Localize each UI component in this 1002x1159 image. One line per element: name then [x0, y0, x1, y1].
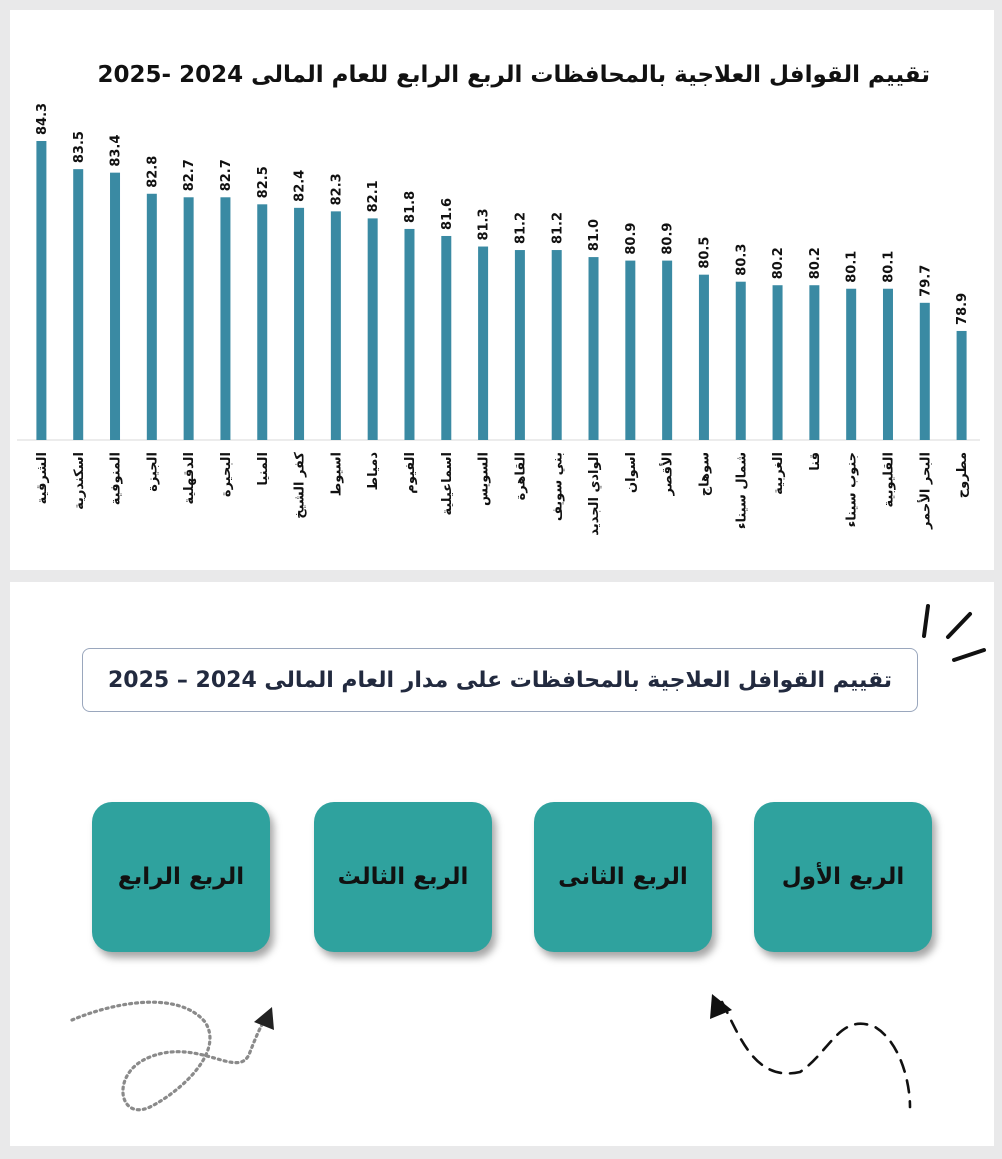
- quarter-1-label: الربع الأول: [781, 864, 905, 890]
- category-label-7: كفر الشيخ: [292, 452, 308, 519]
- category-label-16: اسوان: [623, 452, 639, 493]
- category-label-18: سوهاج: [697, 452, 713, 497]
- category-label-10: الفيوم: [403, 452, 419, 494]
- value-label-17: 80.9: [660, 222, 676, 255]
- category-label-8: اسيوط: [329, 452, 345, 497]
- bar-25: [957, 331, 967, 440]
- bar-10: [404, 229, 414, 440]
- quarter-3-button[interactable]: [314, 802, 492, 952]
- value-label-14: 81.2: [550, 211, 566, 245]
- bar-8: [331, 211, 341, 440]
- bar-3: [147, 194, 157, 440]
- category-label-17: الأقصر: [660, 452, 676, 496]
- value-label-1: 83.5: [71, 131, 87, 164]
- value-label-19: 80.3: [734, 243, 750, 276]
- bar-2: [110, 173, 120, 440]
- quarter-2-button[interactable]: [534, 802, 712, 952]
- category-label-23: القليوبية: [881, 452, 897, 508]
- category-label-6: المنيا: [255, 452, 271, 486]
- category-label-14: بني سويف: [550, 452, 566, 522]
- bar-15: [589, 257, 599, 440]
- quarter-4-button[interactable]: [92, 802, 270, 952]
- value-label-2: 83.4: [108, 134, 124, 167]
- value-label-21: 80.2: [807, 247, 823, 280]
- value-label-12: 81.3: [476, 208, 492, 241]
- quarter-menu-card: [10, 582, 994, 1146]
- value-label-0: 84.3: [34, 102, 50, 135]
- menu-title: تقييم القوافل العلاجية بالمحافظات على مدار العام المالى 2024 – 2025: [107, 667, 893, 693]
- quarter-2-label: الربع الثانى: [558, 864, 688, 890]
- category-label-11: اسماعيلية: [439, 452, 455, 516]
- value-label-18: 80.5: [697, 236, 713, 269]
- value-label-25: 78.9: [955, 292, 971, 325]
- bar-13: [515, 250, 525, 440]
- bar-14: [552, 250, 562, 440]
- bar-7: [294, 208, 304, 440]
- dashed-curly-arrow-icon: [72, 1002, 274, 1110]
- value-label-6: 82.5: [255, 166, 271, 199]
- category-label-12: السويس: [476, 452, 492, 506]
- value-label-10: 81.8: [403, 190, 419, 223]
- bar-1: [73, 169, 83, 440]
- value-label-23: 80.1: [881, 250, 897, 283]
- spark-lines-icon: [924, 606, 984, 660]
- value-label-8: 82.3: [329, 173, 345, 206]
- value-label-20: 80.2: [771, 247, 787, 280]
- bar-6: [257, 204, 267, 440]
- bar-4: [184, 197, 194, 440]
- value-label-22: 80.1: [844, 250, 860, 283]
- bar-0: [36, 141, 46, 440]
- value-label-11: 81.6: [439, 197, 455, 230]
- value-label-3: 82.8: [145, 155, 161, 188]
- category-label-4: الدقهلية: [182, 452, 198, 505]
- value-label-5: 82.7: [218, 159, 234, 192]
- bar-11: [441, 236, 451, 440]
- bar-24: [920, 303, 930, 440]
- category-label-2: المنوفية: [108, 452, 124, 506]
- menu-title-box: [82, 648, 918, 712]
- bar-17: [662, 261, 672, 440]
- value-label-15: 81.0: [587, 219, 603, 252]
- value-label-13: 81.2: [513, 211, 529, 245]
- category-label-25: مطروح: [955, 452, 971, 499]
- category-label-13: القاهرة: [513, 451, 529, 501]
- quarter-4-label: الربع الرابع: [117, 864, 245, 890]
- category-label-21: قنا: [807, 452, 823, 471]
- bar-chart: [10, 10, 994, 570]
- bar-5: [220, 197, 230, 440]
- value-label-24: 79.7: [918, 264, 934, 297]
- value-label-4: 82.7: [182, 159, 198, 192]
- bar-12: [478, 247, 488, 440]
- category-label-20: الغربية: [771, 452, 787, 495]
- bar-22: [846, 289, 856, 440]
- bar-23: [883, 289, 893, 440]
- bar-18: [699, 275, 709, 440]
- category-label-3: الجيزة: [145, 452, 161, 492]
- category-label-1: اسكندرية: [71, 452, 87, 510]
- category-label-0: الشرقية: [34, 452, 50, 505]
- bar-9: [368, 218, 378, 440]
- bar-21: [809, 285, 819, 440]
- chart-title: تقييم القوافل العلاجية بالمحافظات الربع الرابع للعام المالى 2024 -2025: [97, 62, 930, 88]
- quarter-3-label: الربع الثالث: [337, 864, 469, 890]
- bar-16: [625, 261, 635, 440]
- value-label-16: 80.9: [623, 222, 639, 255]
- category-label-9: دمياط: [366, 452, 382, 491]
- value-label-9: 82.1: [366, 180, 382, 213]
- quarter-1-button[interactable]: [754, 802, 932, 952]
- category-label-5: البحيرة: [218, 452, 234, 498]
- dashed-arrow-icon: [710, 994, 910, 1107]
- category-label-19: شمال سيناء: [734, 452, 750, 530]
- bar-19: [736, 282, 746, 440]
- category-label-22: جنوب سيناء: [844, 452, 860, 528]
- category-label-24: البحر الأحمر: [918, 452, 934, 529]
- bar-20: [773, 285, 783, 440]
- chart-card: [10, 10, 994, 570]
- value-label-7: 82.4: [292, 169, 308, 202]
- category-label-15: الوادي الجديد: [587, 452, 603, 536]
